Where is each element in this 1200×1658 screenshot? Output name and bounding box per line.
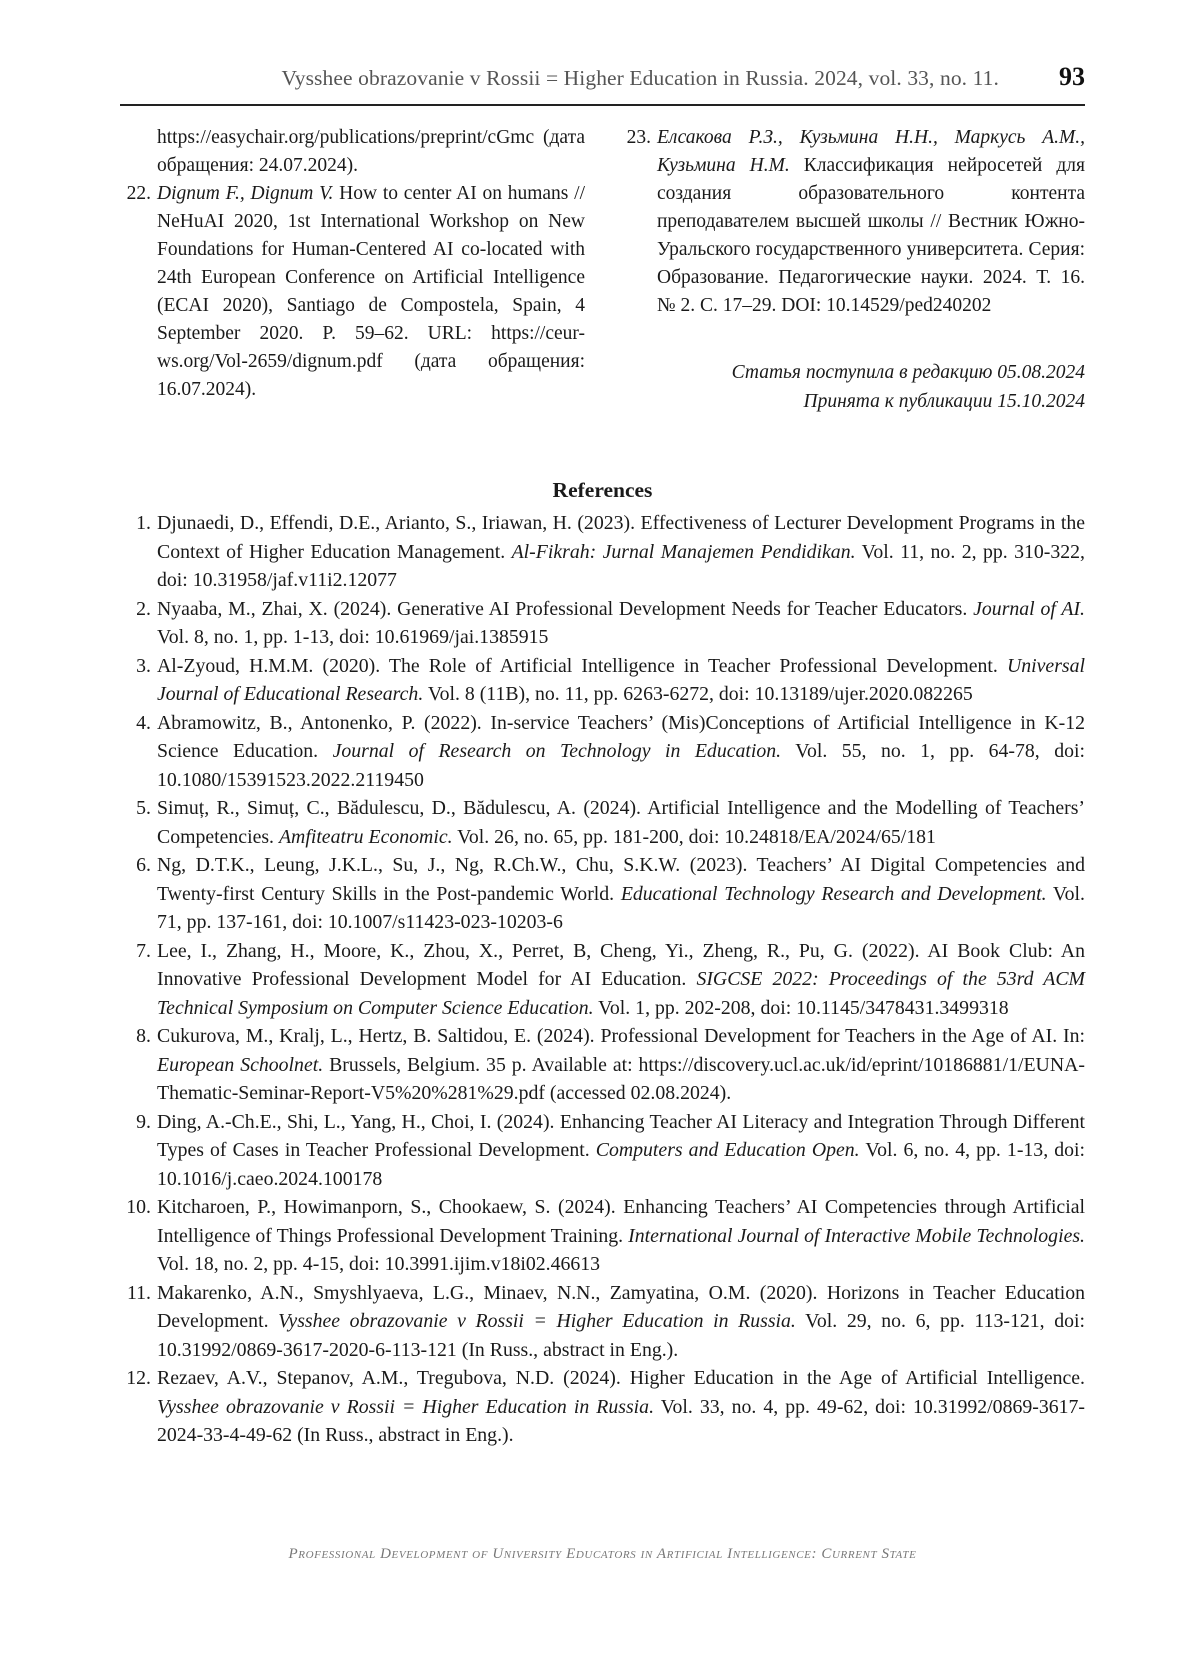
reference-details: Vol. 33, no. 4, pp. 49-62, doi: 10.31992/0869-3617-2024-33-4-49-62 (In Russ., abstract in Eng.). xyxy=(157,1395,1085,1446)
reference-text: Al-Zyoud, H.M.M. (2020). The Role of Artificial Intelligence in Teacher Professional Development. xyxy=(157,654,1007,677)
reference-text: Lee, I., Zhang, H., Moore, K., Zhou, X., Perret, B, Cheng, Yi., Zheng, R., Pu, G. (2022). AI Book Club: An Innovative Professional Development Model for AI Education. xyxy=(157,939,1085,990)
list-item xyxy=(120,124,585,180)
right-column xyxy=(620,124,1085,416)
reference-text: Abramowitz, B., Antonenko, P. (2022). In-service Teachers’ (Mis)Conceptions of Artificial Intelligence in K-12 Science Education. xyxy=(157,711,1085,762)
reference-source: Educational Technology Research and Development. xyxy=(620,882,1047,905)
reference-text: Ng, D.T.K., Leung, J.K.L., Su, J., Ng, R.Ch.W., Chu, S.K.W. (2023). Teachers’ AI Digital Competencies and Twenty-first Century Skills in the Post-pandemic World. xyxy=(157,854,1085,905)
reference-details: Vol. 11, no. 2, pp. 310-322, doi: 10.31958/jaf.v11i2.12077 xyxy=(157,540,1085,591)
reference-number: 8. xyxy=(136,1025,151,1047)
reference-source: Vysshee obrazovanie v Rossii = Higher Education in Russia. xyxy=(157,1395,655,1418)
reference-text: Rezaev, A.V., Stepanov, A.M., Tregubova, N.D. (2024). Higher Education in the Age of Artificial Intelligence. xyxy=(157,1367,1085,1389)
item-text: https://easychair.org/publications/preprint/cGmc (дата обращения: 24.07.2024). xyxy=(157,127,585,176)
left-column xyxy=(120,124,585,404)
reference-details: Vol. 6, no. 4, pp. 1-13, doi: 10.1016/j.caeo.2024.100178 xyxy=(157,1139,1085,1190)
item-number: 22. xyxy=(126,183,151,204)
received-date: Статья поступила в редакцию 05.08.2024 xyxy=(731,362,1085,383)
reference-details: Vol. 26, no. 65, pp. 181-200, doi: 10.24818/EA/2024/65/181 xyxy=(452,825,936,848)
reference-text: Nyaaba, M., Zhai, X. (2024). Generative AI Professional Development Needs for Teacher Educators. xyxy=(157,597,974,620)
item-authors: Dignum F., Dignum V. xyxy=(157,183,334,204)
running-footer: Professional Development of University Educators in Artificial Intelligence: Current State xyxy=(288,1546,917,1562)
reference-source: Amfiteatru Economic. xyxy=(278,825,453,848)
references-list xyxy=(120,509,1085,1450)
reference-item xyxy=(120,1193,1085,1279)
reference-details: Vol. 8, no. 1, pp. 1-13, doi: 10.61969/jai.1385915 xyxy=(157,626,549,648)
reference-item xyxy=(120,652,1085,709)
reference-number: 3. xyxy=(136,654,151,677)
reference-text: Kitcharoen, P., Howimanporn, S., Chookaew, S. (2024). Enhancing Teachers’ AI Competencies through Artificial Intelligence of Things Professional Development Training. xyxy=(157,1196,1085,1247)
reference-number: 9. xyxy=(136,1110,151,1133)
running-header xyxy=(120,58,1085,106)
reference-number: 12. xyxy=(126,1367,151,1389)
reference-number: 5. xyxy=(136,797,151,819)
item-text: How to center AI on humans // NeHuAI 2020, 1st International Workshop on New Foundations for Human-Centered AI co-located with 24th European Conference on Artificial Intelligence (ECAI 2020), Santiago de Compostela, Spain, 4 September 2020. P. 59–62. URL: https://ceur-ws.org/Vol-2659/dignum.pdf (дата обращения: 16.07.2024). xyxy=(157,183,585,400)
reference-details: Vol. 29, no. 6, pp. 113-121, doi: 10.31992/0869-3617-2020-6-113-121 (In Russ., abstract in Eng.). xyxy=(157,1310,1085,1361)
reference-source: SIGCSE 2022: Proceedings of the 53rd ACM Technical Symposium on Computer Science Education. xyxy=(157,968,1085,1019)
reference-item xyxy=(120,937,1085,1023)
reference-item xyxy=(120,851,1085,937)
reference-item xyxy=(120,794,1085,851)
two-column-bibliography xyxy=(120,124,1085,464)
reference-source: Vysshee obrazovanie v Rossii = Higher Education in Russia. xyxy=(278,1310,796,1332)
list-item xyxy=(620,124,1085,320)
item-text: Классификация нейросетей для создания образовательного контента преподавателем высшей школы // Вестник Южно-Уральского государственного университета. Серия: Образование. Педагогические науки. 2024. Т. 16. № 2. С. 17–29. DOI: 10.14529/ped240202 xyxy=(657,155,1085,316)
reference-number: 7. xyxy=(136,939,151,962)
reference-item xyxy=(120,1108,1085,1194)
reference-number: 2. xyxy=(136,597,151,620)
reference-number: 11. xyxy=(127,1281,151,1304)
reference-number: 1. xyxy=(136,512,151,534)
reference-text: Djunaedi, D., Effendi, D.E., Arianto, S., Iriawan, H. (2023). Effectiveness of Lecturer Development Programs in the Context of Higher Education Management. xyxy=(157,512,1085,563)
reference-number: 10. xyxy=(126,1196,151,1218)
reference-item xyxy=(120,509,1085,595)
article-dates xyxy=(620,358,1085,416)
reference-number: 6. xyxy=(136,854,151,876)
journal-title: Vysshee obrazovanie v Rossii = Higher Education in Russia. 2024, vol. 33, no. 11. xyxy=(281,66,999,90)
reference-details: Vol. 18, no. 2, pp. 4-15, doi: 10.3991.ijim.v18i02.46613 xyxy=(157,1253,601,1275)
reference-number: 4. xyxy=(136,711,151,734)
reference-item xyxy=(120,1022,1085,1108)
reference-source: European Schoolnet. xyxy=(157,1053,324,1076)
reference-source: International Journal of Interactive Mobile Technologies. xyxy=(628,1224,1085,1247)
list-item xyxy=(120,180,585,404)
reference-details: Vol. 1, pp. 202-208, doi: 10.1145/3478431.3499318 xyxy=(593,996,1009,1019)
reference-source: Computers and Education Open. xyxy=(595,1139,860,1161)
reference-source: Journal of AI. xyxy=(973,597,1085,620)
page-number: 93 xyxy=(1059,62,1085,91)
reference-source: Journal of Research on Technology in Education. xyxy=(332,740,782,762)
reference-source: Al-Fikrah: Jurnal Manajemen Pendidikan. xyxy=(511,540,856,563)
reference-item xyxy=(120,595,1085,652)
accepted-date: Принята к публикации 15.10.2024 xyxy=(803,391,1085,412)
reference-item xyxy=(120,709,1085,795)
reference-details: Vol. 71, pp. 137-161, doi: 10.1007/s11423-023-10203-6 xyxy=(157,882,1085,933)
reference-details: Brussels, Belgium. 35 p. Available at: https://discovery.ucl.ac.uk/id/eprint/10186881/1/EUNA-Thematic-Seminar-Report-V5%20%281%29.pdf (accessed 02.08.2024). xyxy=(157,1053,1085,1104)
reference-item xyxy=(120,1364,1085,1450)
reference-details: Vol. 55, no. 1, pp. 64-78, doi: 10.1080/15391523.2022.2119450 xyxy=(157,740,1085,791)
item-number: 23. xyxy=(626,127,651,148)
references-heading: References xyxy=(552,478,653,502)
reference-text: Cukurova, M., Kralj, L., Hertz, B. Saltidou, E. (2024). Professional Development for Teachers in the Age of AI. In: xyxy=(157,1025,1085,1047)
reference-text: Ding, A.-Ch.E., Shi, L., Yang, H., Choi, I. (2024). Enhancing Teacher AI Literacy and Integration Through Different Types of Cases in Teacher Professional Development. xyxy=(157,1110,1085,1161)
reference-text: Simuț, R., Simuț, C., Bădulescu, D., Bădulescu, A. (2024). Artificial Intelligence and the Modelling of Teachers’ Competencies. xyxy=(157,797,1085,848)
reference-source: Universal Journal of Educational Research. xyxy=(157,654,1085,705)
reference-details: Vol. 8 (11B), no. 11, pp. 6263-6272, doi: 10.13189/ujer.2020.082265 xyxy=(423,683,973,705)
reference-item xyxy=(120,1279,1085,1365)
reference-text: Makarenko, A.N., Smyshlyaeva, L.G., Minaev, N.N., Zamyatina, O.M. (2020). Horizons in Teacher Education Development. xyxy=(157,1281,1085,1332)
item-authors: Елсакова Р.З., Кузьмина Н.Н., Маркусь А.М., Кузьмина Н.М. xyxy=(657,127,1085,176)
